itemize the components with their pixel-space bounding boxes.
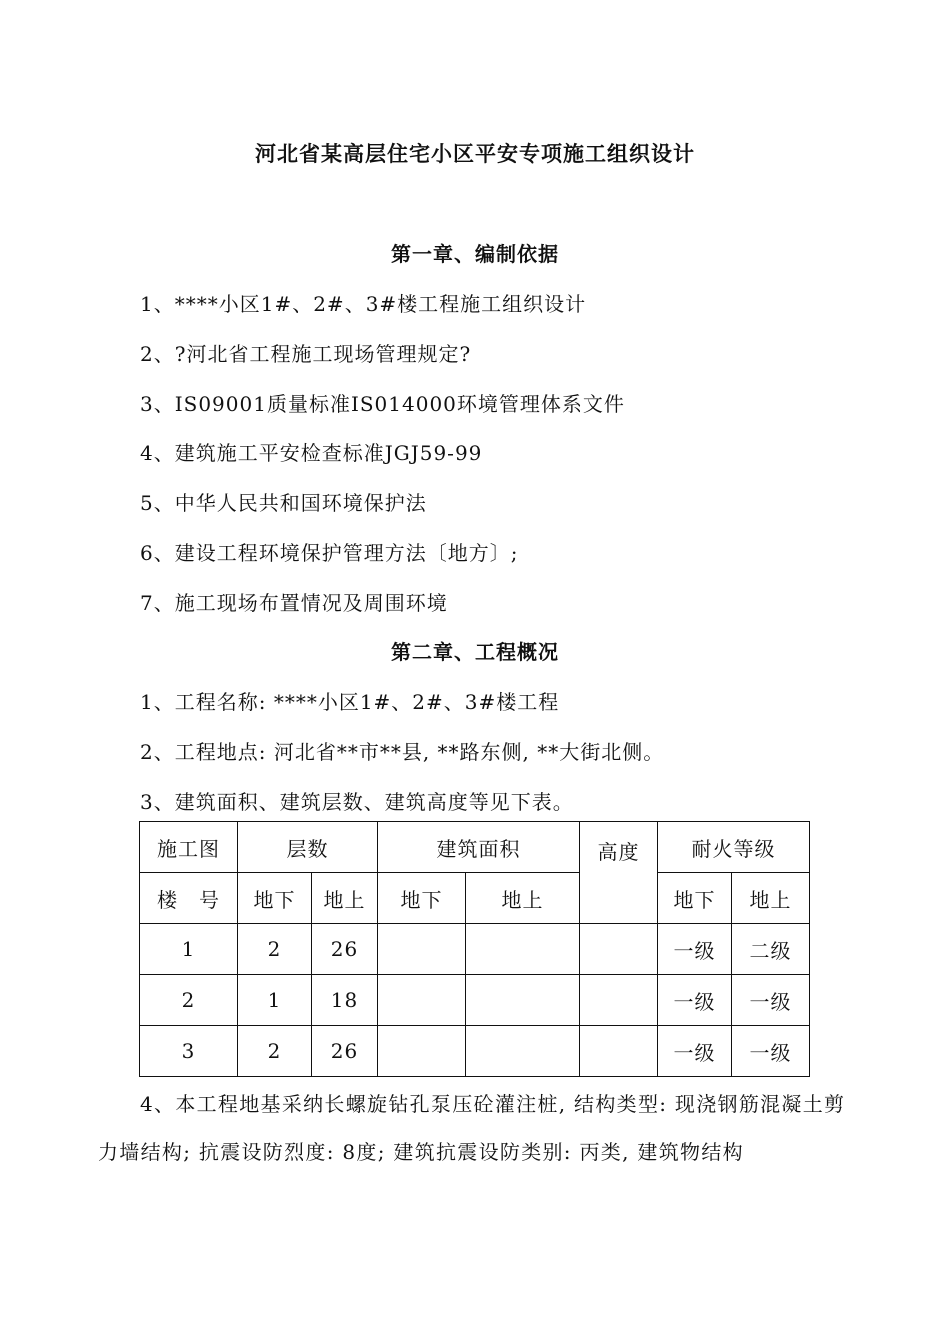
overview-item-1: 1、工程名称: ****小区1#、2#、3#楼工程 (140, 690, 560, 714)
basis-item-5: 5、中华人民共和国环境保护法 (140, 491, 427, 515)
cell-fire-above: 二级 (732, 924, 810, 975)
basis-item-6: 6、建设工程环境保护管理方法〔地方〕; (140, 541, 519, 565)
cell-floors-below: 2 (238, 1026, 312, 1077)
cell-fire-above: 一级 (732, 975, 810, 1026)
cell-area-below (378, 1026, 466, 1077)
table-row (140, 924, 810, 975)
cell-floors-below: 2 (238, 924, 312, 975)
cell-building: 3 (140, 1026, 238, 1077)
basis-item-1: 1、****小区1#、2#、3#楼工程施工组织设计 (140, 292, 587, 316)
cell-floors-below: 1 (238, 975, 312, 1026)
paragraph-4-text: 4、本工程地基采纳长螺旋钻孔泵压砼灌注桩, 结构类型: 现浇钢筋混凝土剪力墙结构; 抗震设防烈度: 8度; 建筑抗震设防类别: 丙类, 建筑物结构 (98, 1092, 846, 1164)
header-fire-rating: 耐火等级 (658, 822, 810, 873)
basis-item-3: 3、IS09001质量标准IS014000环境管理体系文件 (140, 392, 625, 416)
cell-fire-below: 一级 (658, 924, 732, 975)
cell-floors-above: 26 (312, 924, 378, 975)
header-height: 高度 (580, 822, 658, 924)
table-subheader-row (140, 873, 810, 924)
cell-floors-above: 18 (312, 975, 378, 1026)
cell-fire-below: 一级 (658, 975, 732, 1026)
table-row (140, 975, 810, 1026)
cell-building: 1 (140, 924, 238, 975)
header-floors-below: 地下 (238, 873, 312, 924)
overview-item-3: 3、建筑面积、建筑层数、建筑高度等见下表。 (140, 790, 574, 814)
document-title: 河北省某高层住宅小区平安专项施工组织设计 (255, 142, 695, 166)
header-building-top: 施工图 (140, 822, 238, 873)
cell-area-above (466, 975, 580, 1026)
header-floors: 层数 (238, 822, 378, 873)
header-fire-below: 地下 (658, 873, 732, 924)
cell-fire-below: 一级 (658, 1026, 732, 1077)
cell-height (580, 975, 658, 1026)
cell-fire-above: 一级 (732, 1026, 810, 1077)
cell-floors-above: 26 (312, 1026, 378, 1077)
table-header-row (140, 822, 810, 873)
header-building-bottom: 楼 号 (140, 873, 238, 924)
overview-paragraph-4 (98, 1080, 858, 1176)
basis-item-7: 7、施工现场布置情况及周围环境 (140, 591, 448, 615)
cell-height (580, 1026, 658, 1077)
chapter2-heading: 第二章、工程概况 (391, 640, 559, 664)
cell-height (580, 924, 658, 975)
header-area-above: 地上 (466, 873, 580, 924)
cell-area-above (466, 1026, 580, 1077)
cell-area-below (378, 924, 466, 975)
cell-area-above (466, 924, 580, 975)
cell-building: 2 (140, 975, 238, 1026)
basis-item-4: 4、建筑施工平安检查标准JGJ59-99 (140, 441, 483, 465)
building-spec-table (139, 821, 810, 1077)
overview-item-2: 2、工程地点: 河北省**市**县, **路东侧, **大街北侧。 (140, 740, 665, 764)
header-area-below: 地下 (378, 873, 466, 924)
header-fire-above: 地上 (732, 873, 810, 924)
chapter1-heading: 第一章、编制依据 (391, 242, 559, 266)
header-area: 建筑面积 (378, 822, 580, 873)
header-floors-above: 地上 (312, 873, 378, 924)
table-row (140, 1026, 810, 1077)
basis-item-2: 2、?河北省工程施工现场管理规定? (140, 342, 472, 366)
cell-area-below (378, 975, 466, 1026)
